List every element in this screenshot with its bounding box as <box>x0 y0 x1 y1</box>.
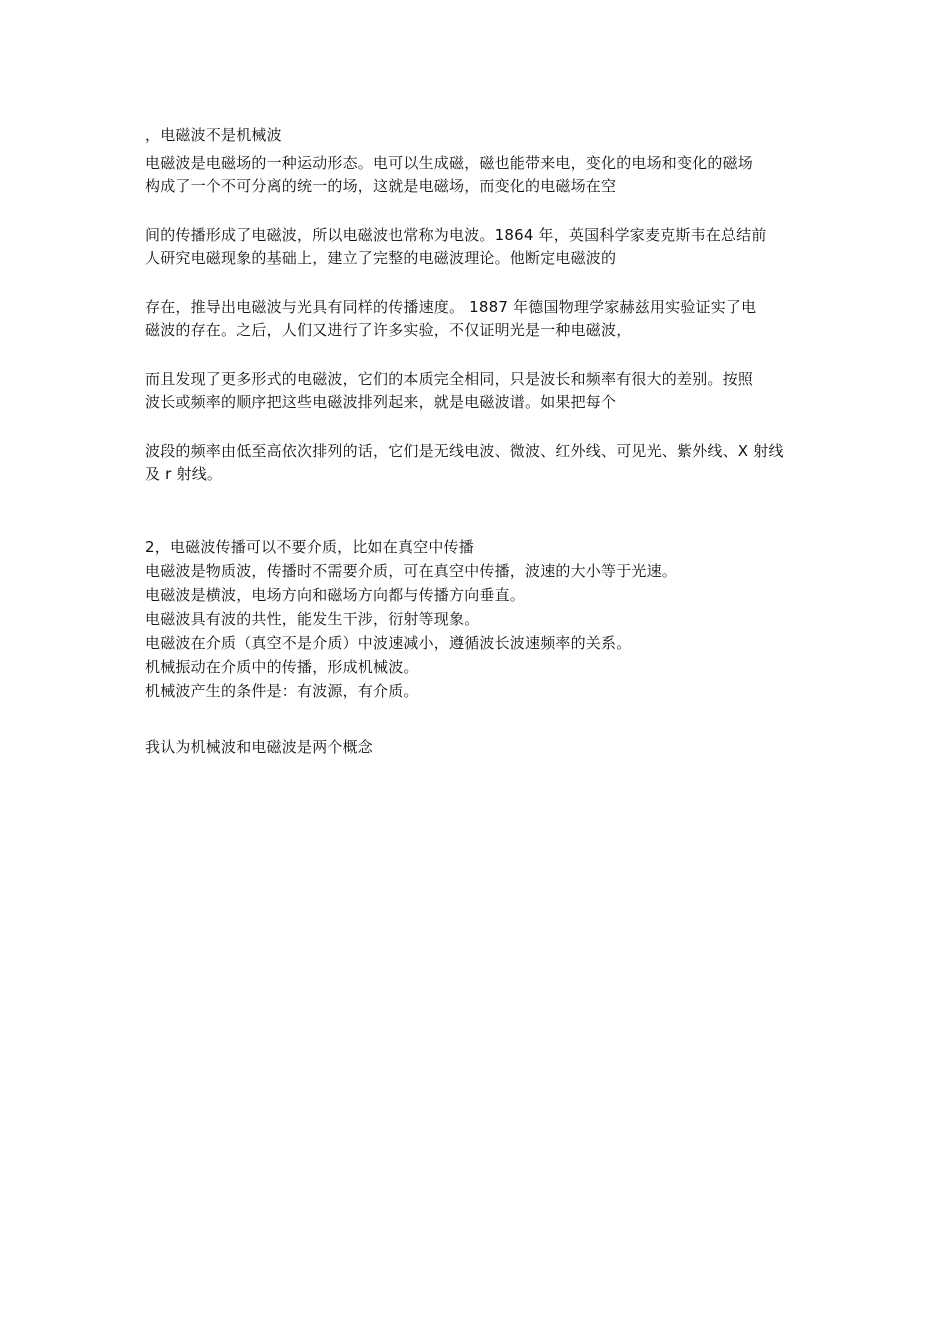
conclusion-text: 我认为机械波和电磁波是两个概念 <box>145 738 374 756</box>
section2-line-4: 电磁波在介质（真空不是介质）中波速减小，遵循波长波速频率的关系。 <box>145 634 632 652</box>
section2-line-5: 机械振动在介质中的传播，形成机械波。 <box>145 658 419 676</box>
section2-heading: 2，电磁波传播可以不要介质，比如在真空中传播 <box>145 538 474 556</box>
section1-line-6: 磁波的存在。之后，人们又进行了许多实验，不仅证明光是一种电磁波， <box>145 321 632 339</box>
section1-line-1: 电磁波是电磁场的一种运动形态。电可以生成磁，磁也能带来电，变化的电场和变化的磁场 <box>145 154 754 172</box>
section2-line-1: 电磁波是物质波，传播时不需要介质，可在真空中传播，波速的大小等于光速。 <box>145 562 678 580</box>
section1-line-2: 构成了一个不可分离的统一的场，这就是电磁场，而变化的电磁场在空 <box>145 177 617 195</box>
section1-line-4: 人研究电磁现象的基础上，建立了完整的电磁波理论。他断定电磁波的 <box>145 249 617 267</box>
section2-line-2: 电磁波是横波，电场方向和磁场方向都与传播方向垂直。 <box>145 586 526 604</box>
section1-line-5: 存在，推导出电磁波与光具有同样的传播速度。 1887 年德国物理学家赫兹用实验证实了电 <box>145 298 757 316</box>
section1-line-8: 波长或频率的顺序把这些电磁波排列起来，就是电磁波谱。如果把每个 <box>145 393 617 411</box>
section1-heading: ，电磁波不是机械波 <box>145 126 282 144</box>
section1-line-3: 间的传播形成了电磁波，所以电磁波也常称为电波。1864 年，英国科学家麦克斯韦在总结前 <box>145 226 767 244</box>
section2-line-6: 机械波产生的条件是：有波源，有介质。 <box>145 682 419 700</box>
section2-line-3: 电磁波具有波的共性，能发生干涉，衍射等现象。 <box>145 610 480 628</box>
section1-line-7: 而且发现了更多形式的电磁波，它们的本质完全相同，只是波长和频率有很大的差别。按照 <box>145 370 754 388</box>
section1-line-9: 波段的频率由低至高依次排列的话，它们是无线电波、微波、红外线、可见光、紫外线、X 射线 <box>145 442 784 460</box>
section1-line-10: 及 r 射线。 <box>145 465 223 483</box>
